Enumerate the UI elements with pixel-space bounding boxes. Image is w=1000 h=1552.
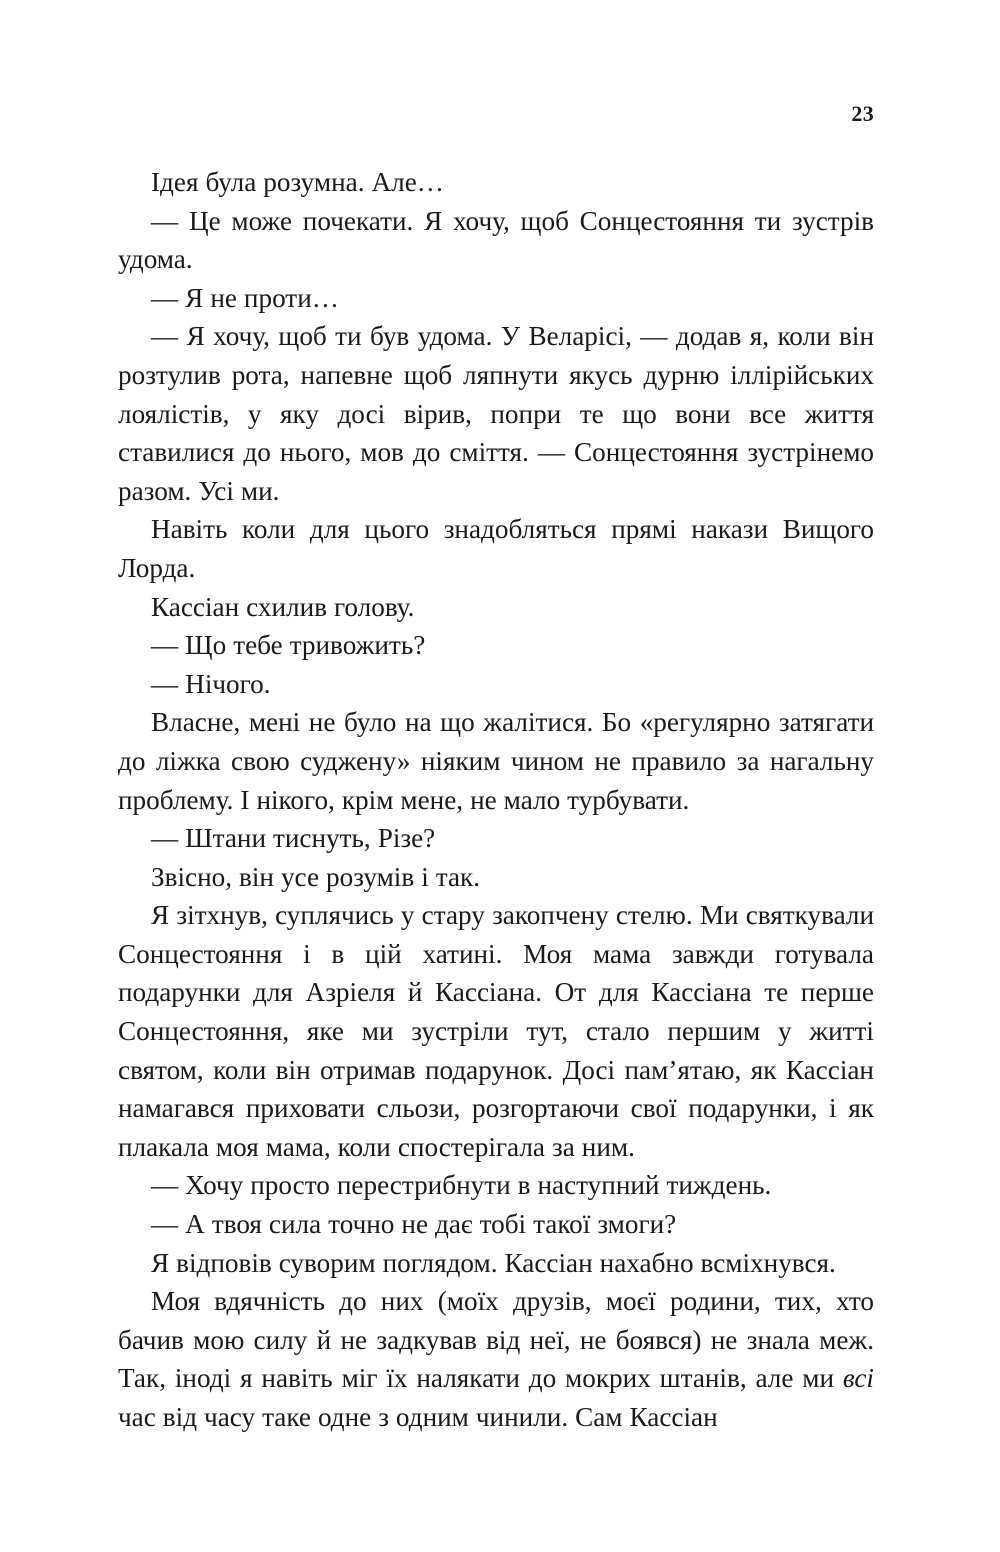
emphasized-word: всі xyxy=(842,1363,874,1394)
paragraph-dialogue: — Що тебе тривожить? xyxy=(151,630,426,661)
paragraph-dialogue: — Штани тиснуть, Різе? xyxy=(151,823,436,854)
paragraph-dialogue: — Я хочу, щоб ти був удома. У Веларісі, — додав я, коли він розтулив рота, напевне щоб ляпнути якусь дурню іллірійських лоялістів, у яку досі вірив, попри те що вони все життя ставилися до нього, мов до сміття. — Сонцестояння зустрінемо разом. Усі ми. xyxy=(118,321,874,506)
paragraph-with-emphasis xyxy=(118,1282,874,1436)
paragraph: Кассіан схилив голову. xyxy=(151,591,415,622)
paragraph: Я зітхнув, суплячись у стару закопчену стелю. Ми святкували Сонцестояння і в цій хатині. Моя мама завжди готувала подарунки для Азріеля й Кассіана. От для Кассіана те перше Сонцестояння, яке ми зустріли тут, стало першим у житті святом, коли він отримав подарунок. Досі пам’ятаю, як Кассіан намагався приховати сльози, розгортаючи свої подарунки, і як плакала моя мама, коли спостерігала за ним. xyxy=(118,900,874,1162)
paragraph: Власне, мені не було на що жалітися. Бо «регулярно затягати до ліжка свою суджену» ніяким чином не правило за нагальну проблему. І нікого, крім мене, не мало турбувати. xyxy=(118,707,874,815)
paragraph: Навіть коли для цього знадобляться прямі накази Вищого Лорда. xyxy=(118,514,874,583)
paragraph-dialogue: — Я не проти… xyxy=(151,282,339,313)
text-run: Моя вдячність до них (моїх друзів, моєї родини, тих, хто бачив мою силу й не задкував від неї, не боявся) не знала меж. Так, іноді я навіть міг їх налякати до мокрих штанів, але ми xyxy=(118,1286,874,1394)
paragraph: Я відповів суворим поглядом. Кассіан нахабно всміхнувся. xyxy=(151,1247,836,1278)
paragraph-dialogue: — Це може почекати. Я хочу, щоб Сонцестояння ти зустрів удома. xyxy=(118,205,874,275)
paragraph-dialogue: — Хочу просто перестрибнути в наступний тиждень. xyxy=(151,1170,772,1201)
paragraph-dialogue: — А твоя сила точно не дає тобі такої змоги? xyxy=(151,1209,677,1240)
paragraph: Звісно, він усе розумів і так. xyxy=(151,861,481,892)
paragraph: Ідея була розумна. Але… xyxy=(151,167,444,197)
text-run: час від часу таке одне з одним чинили. Сам Кассіан xyxy=(118,1402,718,1432)
body-text-block xyxy=(118,163,874,1437)
page-number: 23 xyxy=(851,101,874,126)
paragraph-dialogue: — Нічого. xyxy=(151,668,271,699)
